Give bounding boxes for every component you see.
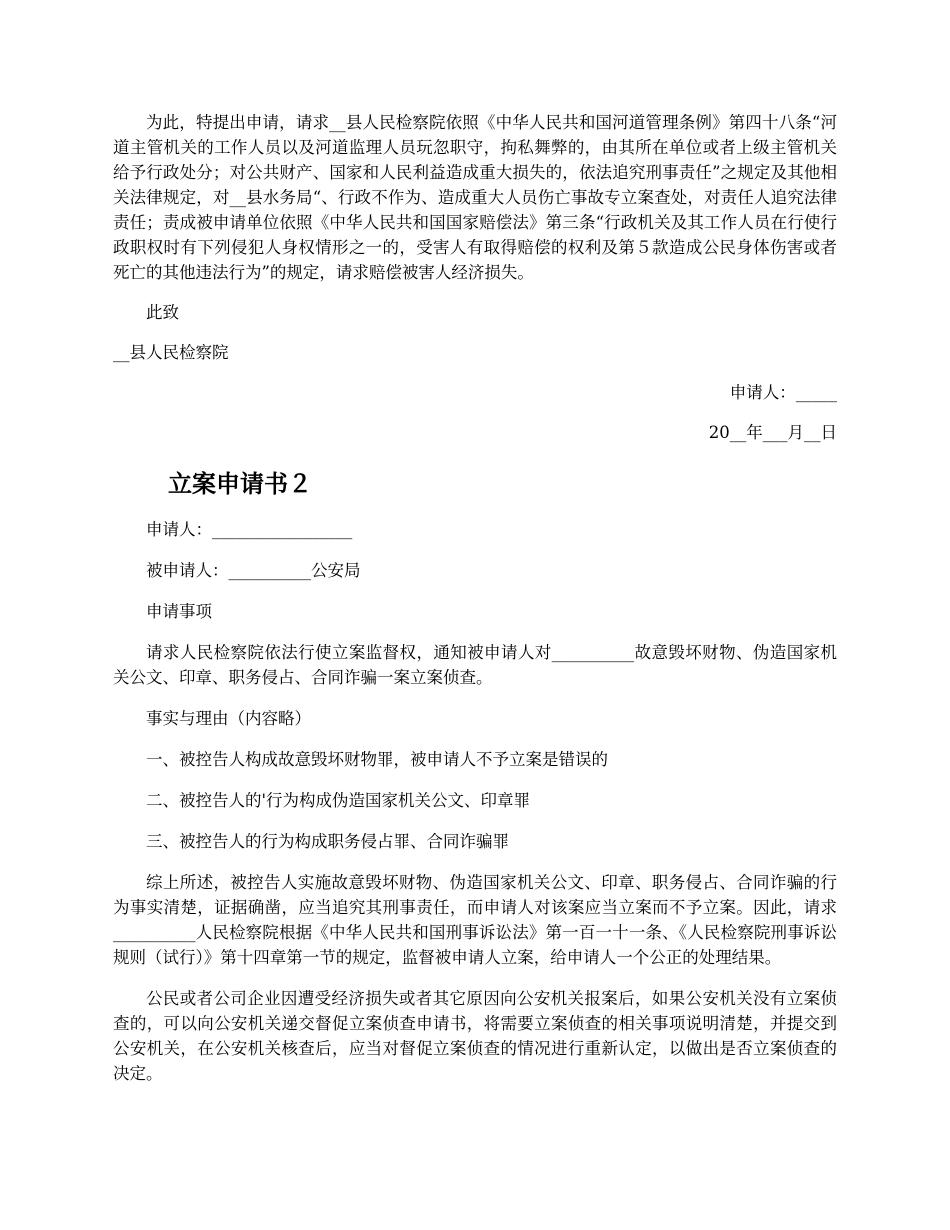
applicant-line: 申请人：_________________	[146, 520, 353, 539]
date-line: 20__年___月__日	[708, 423, 837, 442]
respondent-line: 被申请人：__________公安局	[146, 561, 361, 580]
request-body: 请求人民检察院依法行使立案监督权，通知被申请人对__________故意毁坏财物、伪造国家机关公文、印章、职务侵占、合同诈骗一案立案侦查。	[113, 643, 837, 687]
reason-point-1: 一、被控告人构成故意毁坏财物罪，被申请人不予立案是错误的	[146, 750, 608, 769]
request-heading: 申请事项	[146, 602, 212, 621]
note-paragraph: 公民或者公司企业因遭受经济损失或者其它原因向公安机关报案后，如果公安机关没有立案侦查的，可以向公安机关递交督促立案侦查申请书，将需要立案侦查的相关事项说明清楚，并提交到公安机关，在公安机关核查后，应当对督促立案侦查的情况进行重新认定，以做出是否立案侦查的决定。	[113, 989, 837, 1083]
document-page	[113, 110, 837, 1086]
document-title: 立案申请书２	[168, 469, 312, 498]
recipient: __县人民检察院	[113, 343, 229, 362]
reason-point-3: 三、被控告人的行为构成职务侵占罪、合同诈骗罪	[146, 832, 509, 851]
salutation: 此致	[146, 303, 179, 322]
applicant-signature: 申请人：_____	[729, 383, 837, 402]
reason-point-2: 二、被控告人的'行为构成伪造国家机关公文、印章罪	[146, 791, 531, 810]
summary-paragraph: 综上所述，被控告人实施故意毁坏财物、伪造国家机关公文、印章、职务侵占、合同诈骗的行为事实清楚，证据确凿，应当追究其刑事责任，而申请人对该案应当立案而不予立案。因此，请求__________人民检察院根据《中华人民共和国刑事诉讼法》第一百一十一条、《人民检察院刑事诉讼规则（试行）》第十四章第一节的规定，监督被申请人立案，给申请人一个公正的处理结果。	[113, 873, 837, 967]
facts-heading: 事实与理由（内容略）	[146, 709, 311, 728]
application-paragraph: 为此，特提出申请，请求__县人民检察院依照《中华人民共和国河道管理条例》第四十八条“河道主管机关的工作人员以及河道监理人员玩忽职守，拘私舞弊的，由其所在单位或者上级主管机关给予行政处分；对公共财产、国家和人民利益造成重大损失的，依法追究刑事责任”之规定及其他相关法律规定，对__县水务局“、行政不作为、造成重大人员伤亡事故专立案查处，对责任人追究法律责任；责成被申请单位依照《中华人民共和国国家赔偿法》第三条“行政机关及其工作人员在行使行政职权时有下列侵犯人身权情形之一的，受害人有取得赔偿的权利及第５款造成公民身体伤害或者死亡的其他违法行为”的规定，请求赔偿被害人经济损失。	[113, 113, 837, 282]
